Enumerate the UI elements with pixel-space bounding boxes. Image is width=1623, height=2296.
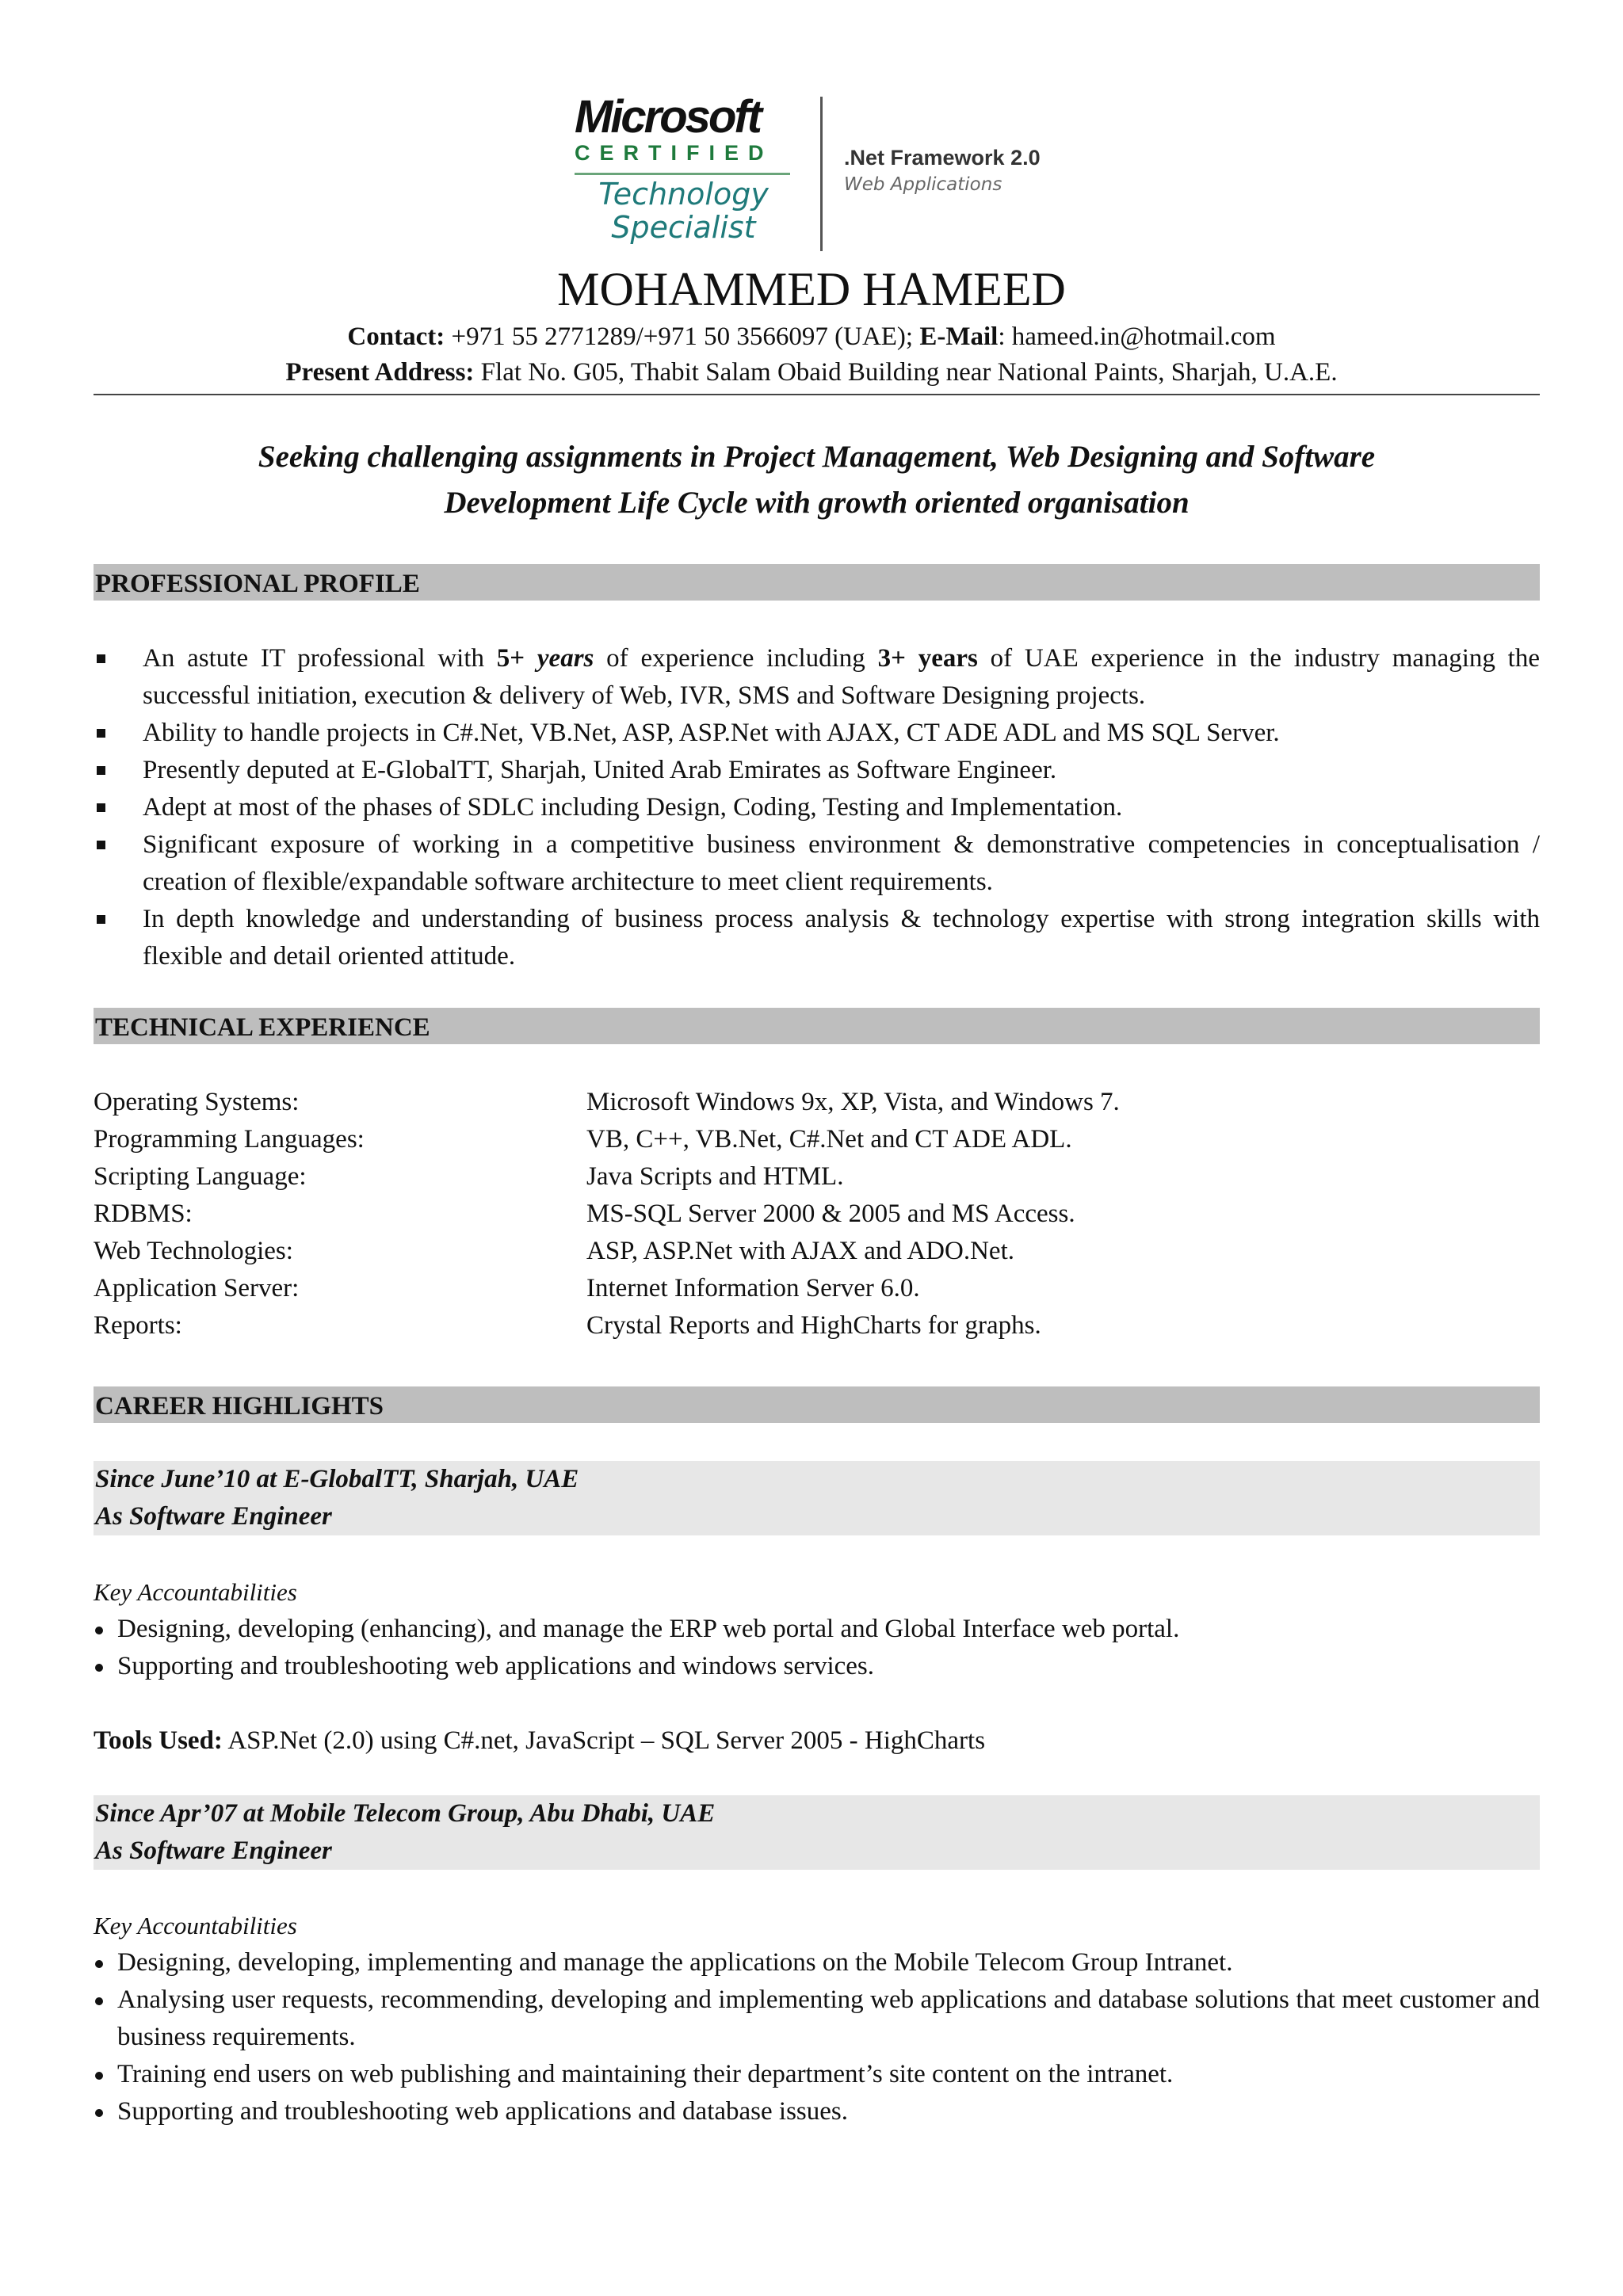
tech-line-1: Technology: [598, 177, 769, 212]
job-header-mobile-telecom: [94, 1795, 1540, 1870]
key-accountabilities-label: Key Accountabilities: [94, 1578, 297, 1606]
logo-rule: [575, 173, 790, 175]
job-role: As Software Engineer: [95, 1836, 332, 1865]
list-item: [94, 1944, 1540, 1981]
bullet-text: Presently deputed at E-GlobalTT, Sharjah, United Arab Emirates as Software Engineer.: [143, 756, 1057, 784]
profile-bullet-list: [94, 640, 1540, 975]
tech-value: Java Scripts and HTML.: [586, 1162, 844, 1191]
square-bullet-icon: [97, 729, 105, 738]
tech-value: ASP, ASP.Net with AJAX and ADO.Net.: [586, 1237, 1014, 1265]
round-bullet-icon: [95, 1960, 103, 1968]
candidate-name: MOHAMMED HAMEED: [557, 263, 1066, 315]
certification-logo: [571, 89, 1078, 259]
certified-text: CERTIFIED: [575, 141, 773, 165]
net-framework-subtitle: Web Applications: [844, 174, 1002, 195]
microsoft-certified-badge: [571, 89, 796, 259]
list-item: [94, 715, 1540, 752]
job-duty-list: [94, 1944, 1540, 2130]
square-bullet-icon: [97, 654, 105, 663]
technology-specialist-text: [571, 177, 796, 244]
objective-line-2: Development Life Cycle with growth oriented organisation: [444, 486, 1190, 520]
section-heading-career-highlights: CAREER HIGHLIGHTS: [94, 1386, 1540, 1423]
bullet-text: Significant exposure of working in a competitive business environment & demonstrative competencies in conceptualisation / creation of flexible/expandable software architecture to meet client requirements.: [143, 830, 1540, 896]
tech-label: Programming Languages:: [94, 1125, 365, 1154]
bullet-text: Ability to handle projects in C#.Net, VB.Net, ASP, ASP.Net with AJAX, CT ADE ADL and MS SQL Server.: [143, 719, 1280, 747]
contact-phone: +971 55 2771289/+971 50 3566097 (UAE);: [445, 322, 920, 351]
tech-label: Scripting Language:: [94, 1162, 307, 1191]
bullet-text: of UAE experience in the industry managing the successful initiation, execution & delivery of Web, IVR, SMS and Software Designing projects.: [143, 644, 1540, 710]
list-item: [94, 2093, 1540, 2130]
job-period: Since Apr’07 at Mobile Telecom Group, Abu Dhabi, UAE: [95, 1799, 716, 1828]
duty-text: Designing, developing, implementing and manage the applications on the Mobile Telecom Group Intranet.: [117, 1948, 1233, 1977]
bullet-text: Adept at most of the phases of SDLC including Design, Coding, Testing and Implementation.: [143, 793, 1123, 822]
job-duty-list: [94, 1611, 1540, 1685]
list-item: [94, 1648, 1540, 1685]
tech-label: Application Server:: [94, 1274, 300, 1302]
bullet-text: of experience including: [594, 644, 878, 673]
duty-text: Designing, developing (enhancing), and manage the ERP web portal and Global Interface web portal.: [117, 1615, 1180, 1643]
tools-used-value: ASP.Net (2.0) using C#.net, JavaScript – SQL Server 2005 - HighCharts: [222, 1726, 986, 1755]
square-bullet-icon: [97, 803, 105, 812]
email-label: E-Mail: [919, 322, 999, 351]
square-bullet-icon: [97, 915, 105, 924]
contact-line: [0, 319, 1623, 354]
tech-value: Internet Information Server 6.0.: [586, 1274, 920, 1302]
tech-value: MS-SQL Server 2000 & 2005 and MS Access.: [586, 1199, 1075, 1228]
objective-line-1: Seeking challenging assignments in Project Management, Web Designing and Software: [258, 440, 1376, 474]
job-header-eglobaltt: [94, 1461, 1540, 1535]
bullet-text: In depth knowledge and understanding of business process analysis & technology expertise with strong integration skills with flexible and detail oriented attitude.: [143, 905, 1540, 971]
square-bullet-icon: [97, 766, 105, 775]
section-heading-professional-profile: PROFESSIONAL PROFILE: [94, 564, 1540, 601]
bullet-emphasis: 5+: [496, 644, 537, 673]
key-accountabilities-label: Key Accountabilities: [94, 1912, 297, 1939]
tech-value: VB, C++, VB.Net, C#.Net and CT ADE ADL.: [586, 1125, 1072, 1154]
address-line: [0, 355, 1623, 390]
list-item: [94, 2056, 1540, 2093]
list-item: [94, 1611, 1540, 1648]
round-bullet-icon: [95, 1627, 103, 1634]
tech-line-2: Specialist: [611, 210, 756, 245]
tech-value: Microsoft Windows 9x, XP, Vista, and Windows 7.: [586, 1088, 1120, 1116]
list-item: [94, 901, 1540, 975]
duty-text: Training end users on web publishing and maintaining their department’s site content on the intranet.: [117, 2060, 1174, 2088]
job-period: Since June’10 at E-GlobalTT, Sharjah, UAE: [95, 1465, 579, 1493]
address-value: Flat No. G05, Thabit Salam Obaid Building near National Paints, Sharjah, U.A.E.: [474, 358, 1338, 387]
logo-divider: [820, 97, 823, 251]
duty-text: Supporting and troubleshooting web applications and windows services.: [117, 1652, 875, 1680]
tech-label: Operating Systems:: [94, 1088, 300, 1116]
microsoft-wordmark: Microsoft: [575, 91, 760, 143]
tools-used-label: Tools Used:: [94, 1726, 223, 1755]
section-heading-technical-experience: TECHNICAL EXPERIENCE: [94, 1008, 1540, 1044]
duty-text: Supporting and troubleshooting web applications and database issues.: [117, 2097, 849, 2126]
bullet-emphasis: years: [537, 644, 594, 673]
net-framework-title: .Net Framework 2.0: [844, 146, 1041, 170]
list-item: [94, 640, 1540, 715]
tools-used-line: [94, 1722, 985, 1760]
list-item: [94, 789, 1540, 826]
round-bullet-icon: [95, 1664, 103, 1672]
tech-value: Crystal Reports and HighCharts for graphs.: [586, 1311, 1041, 1340]
bullet-emphasis: 3+ years: [877, 644, 978, 673]
round-bullet-icon: [95, 2109, 103, 2117]
career-objective: [94, 434, 1540, 526]
tech-label: RDBMS:: [94, 1199, 193, 1228]
bullet-text: An astute IT professional with: [143, 644, 497, 673]
tech-label: Reports:: [94, 1311, 182, 1340]
address-label: Present Address:: [285, 358, 475, 387]
square-bullet-icon: [97, 841, 105, 849]
round-bullet-icon: [95, 2072, 103, 2080]
list-item: [94, 826, 1540, 901]
list-item: [94, 752, 1540, 789]
contact-label: Contact:: [347, 322, 445, 351]
tech-label: Web Technologies:: [94, 1237, 293, 1265]
job-role: As Software Engineer: [95, 1502, 332, 1531]
email-value: : hameed.in@hotmail.com: [998, 322, 1276, 351]
header-divider: [94, 394, 1540, 395]
round-bullet-icon: [95, 1997, 103, 2005]
duty-text: Analysing user requests, recommending, developing and implementing web applications and database solutions that meet customer and business requirements.: [117, 1985, 1540, 2051]
list-item: [94, 1981, 1540, 2056]
